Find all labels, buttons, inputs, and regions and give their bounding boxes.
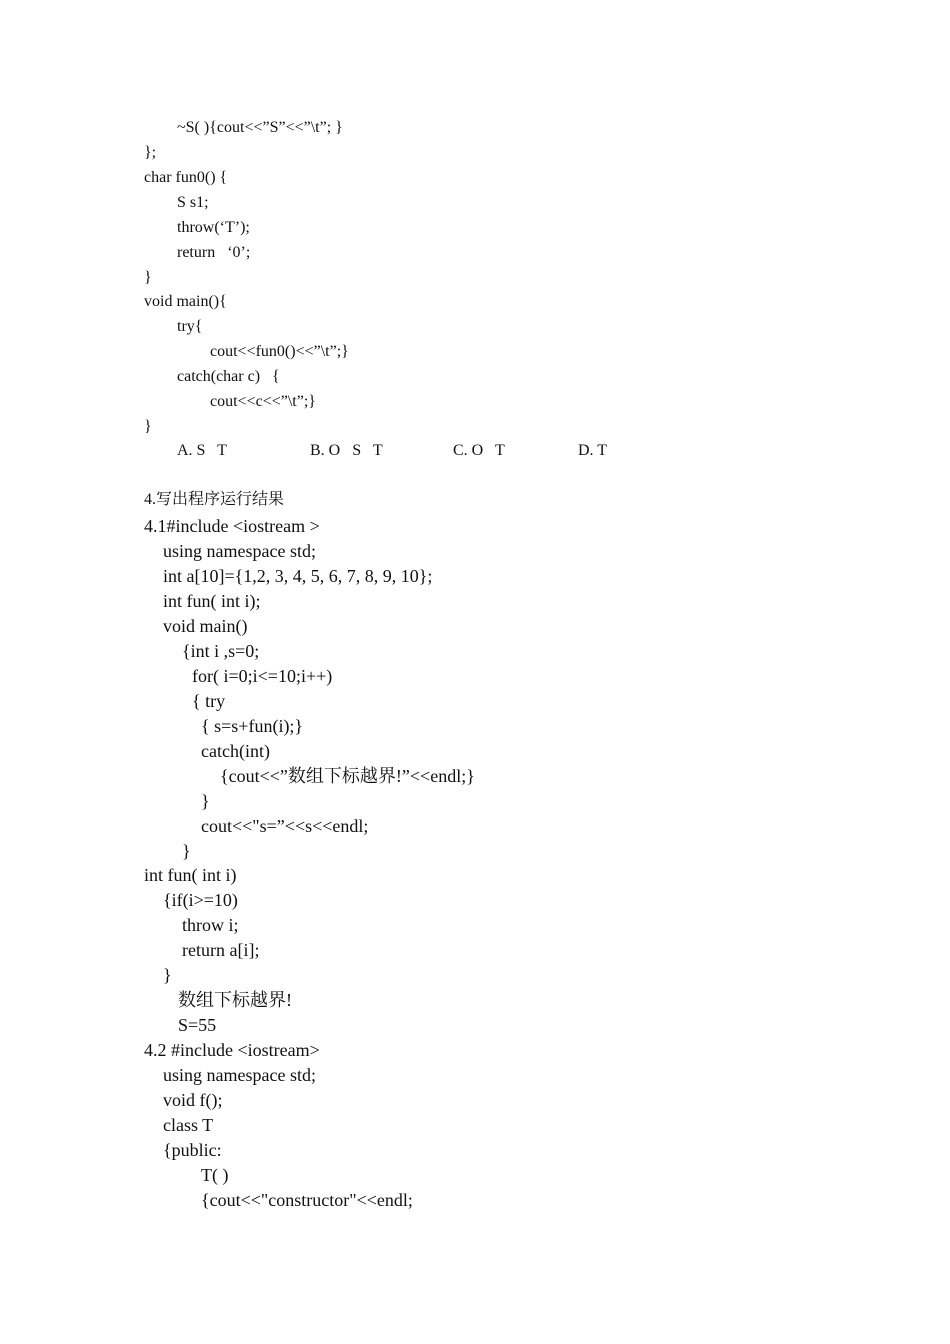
code-line: {public: <box>163 1140 222 1160</box>
code-line: for( i=0;i<=10;i++) <box>192 666 333 686</box>
code-line: } <box>182 841 191 861</box>
code-line: cout<<"s=”<<s<<endl; <box>201 816 369 836</box>
code-line: S s1; <box>177 194 209 211</box>
code-line: 4.1#include <iostream > <box>144 516 320 536</box>
code-line: {int i ,s=0; <box>182 641 260 661</box>
code-line: {if(i>=10) <box>163 890 238 910</box>
code-line: } <box>144 269 152 286</box>
code-line: 4.2 #include <iostream> <box>144 1040 320 1060</box>
code-line: } <box>163 965 172 985</box>
code-line: using namespace std; <box>163 541 316 561</box>
code-line: int fun( int i); <box>163 591 261 611</box>
code-line: T( ) <box>201 1165 229 1185</box>
code-line: int fun( int i) <box>144 865 237 885</box>
answer-output-line: 数组下标越界! <box>178 990 292 1010</box>
code-line: ~S( ){cout<<”S”<<”\t”; } <box>177 119 343 136</box>
code-line: {cout<<”数组下标越界!”<<endl;} <box>220 766 475 786</box>
code-line: void main(){ <box>144 293 227 310</box>
code-line: }; <box>144 144 157 161</box>
code-line: class T <box>163 1115 214 1135</box>
code-line: {cout<<"constructor"<<endl; <box>201 1190 413 1210</box>
code-line: catch(char c) { <box>177 368 280 385</box>
answer-output-line: S=55 <box>178 1015 217 1035</box>
code-line: char fun0() { <box>144 169 228 186</box>
code-line: { try <box>192 691 226 711</box>
section-heading: 4.写出程序运行结果 <box>144 491 285 508</box>
code-line: throw(‘T’); <box>177 219 250 236</box>
answer-option-c: C. O T <box>453 442 505 459</box>
code-line: using namespace std; <box>163 1065 316 1085</box>
answer-option-b: B. O S T <box>310 442 383 459</box>
code-line: return a[i]; <box>182 940 260 960</box>
code-line: return ‘0’; <box>177 244 251 261</box>
code-line: { s=s+fun(i);} <box>201 716 304 736</box>
answer-option-d: D. T <box>578 442 608 459</box>
code-line: } <box>201 791 210 811</box>
code-line: throw i; <box>182 915 239 935</box>
code-line: cout<<fun0()<<”\t”;} <box>210 343 349 360</box>
code-line: try{ <box>177 318 203 335</box>
code-line: } <box>144 418 152 435</box>
answer-option-a: A. S T <box>177 442 227 459</box>
code-line: void main() <box>163 616 248 636</box>
code-line: int a[10]={1,2, 3, 4, 5, 6, 7, 8, 9, 10}; <box>163 566 433 586</box>
code-line: catch(int) <box>201 741 270 761</box>
code-line: cout<<c<<”\t”;} <box>210 393 316 410</box>
code-line: void f(); <box>163 1090 223 1110</box>
